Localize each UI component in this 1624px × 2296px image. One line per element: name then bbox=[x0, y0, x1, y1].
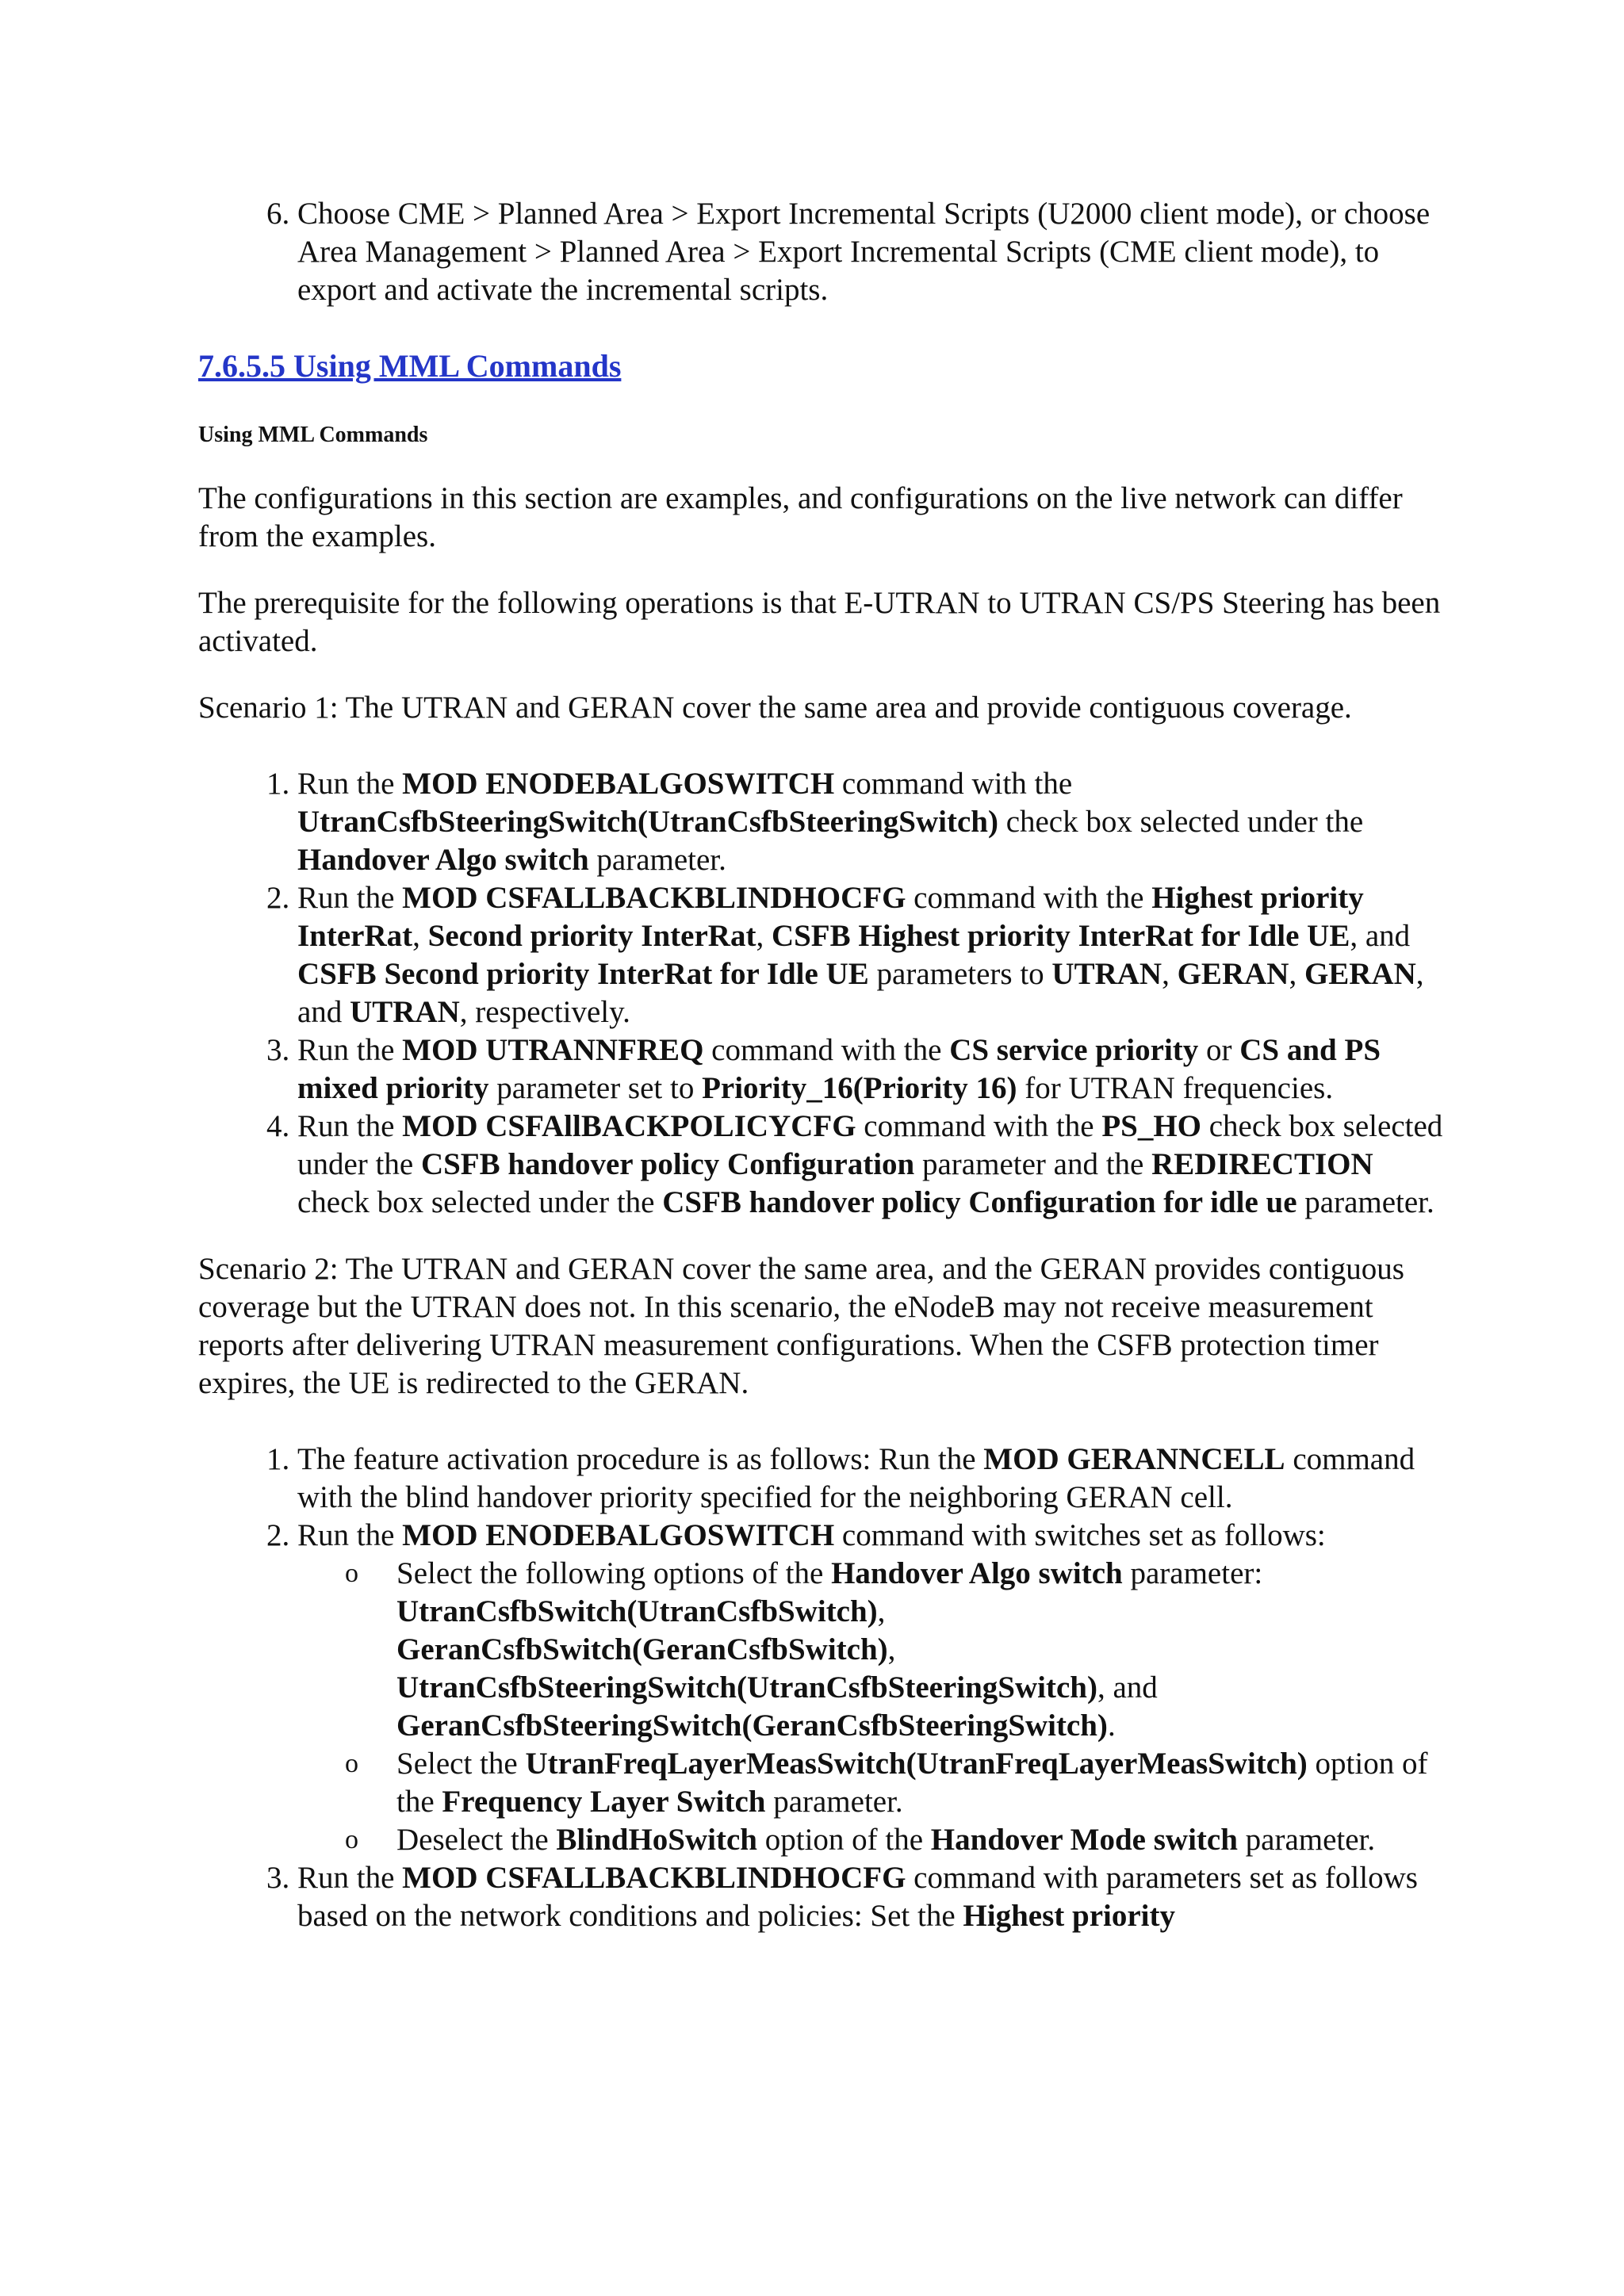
text-run: Run the bbox=[297, 1109, 403, 1143]
paragraph-examples-note: The configurations in this section are examples, and configurations on the live network can differ from the examples. bbox=[198, 481, 1403, 553]
text-run: command with switches set as follows: bbox=[834, 1518, 1326, 1552]
option-name: BlindHoSwitch bbox=[556, 1823, 757, 1857]
value-name: UTRAN bbox=[350, 995, 460, 1029]
scenario-1-steps bbox=[198, 765, 1443, 1222]
text-run: , bbox=[1162, 957, 1178, 991]
command-name: MOD ENODEBALGOSWITCH bbox=[402, 1518, 835, 1552]
switch-name: UtranCsfbSteeringSwitch(UtranCsfbSteeringSwitch) bbox=[396, 1670, 1097, 1705]
text-run: . bbox=[1107, 1709, 1116, 1743]
list-item bbox=[297, 195, 1443, 309]
text-run: , bbox=[1289, 957, 1304, 991]
scenario-2-description: Scenario 2: The UTRAN and GERAN cover the same area, and the GERAN provides contiguous coverage but the UTRAN does not. In this scenario, the eNodeB may not receive measurement reports after delivering UTRAN measurement configurations. When the CSFB protection timer expires, the UE is redirected to the GERAN. bbox=[198, 1252, 1404, 1400]
list-item bbox=[297, 1108, 1443, 1222]
sub-list-item bbox=[297, 1821, 1443, 1859]
text-run: parameter set to bbox=[488, 1071, 703, 1105]
text-run: , bbox=[877, 1594, 886, 1628]
list-item bbox=[297, 1517, 1443, 1859]
text-run: , and bbox=[1097, 1670, 1158, 1705]
command-name: MOD UTRANNFREQ bbox=[402, 1033, 704, 1067]
section-heading-link[interactable]: 7.6.5.5 Using MML Commands bbox=[198, 348, 622, 384]
text-run: parameter. bbox=[1237, 1823, 1376, 1857]
text-run: command with the blind handover priority specified for the neighboring GERAN cell. bbox=[297, 1442, 1415, 1514]
parameter-name: CSFB handover policy Configuration bbox=[420, 1147, 915, 1181]
text-run: parameter and the bbox=[914, 1147, 1152, 1181]
text-run: Run the bbox=[297, 1033, 403, 1067]
switch-name: GeranCsfbSwitch(GeranCsfbSwitch) bbox=[396, 1632, 888, 1667]
switch-name: GeranCsfbSteeringSwitch(GeranCsfbSteeringSwitch) bbox=[396, 1709, 1108, 1743]
text-run: parameters to bbox=[868, 957, 1052, 991]
text-run: Select the bbox=[396, 1747, 526, 1781]
parameter-name: CSFB Highest priority InterRat for Idle UE bbox=[771, 919, 1350, 953]
value-name: GERAN bbox=[1304, 957, 1416, 991]
command-name: MOD CSFAllBACKPOLICYCFG bbox=[402, 1109, 856, 1143]
text-run: , bbox=[756, 919, 772, 953]
text-run: Run the bbox=[297, 1518, 403, 1552]
text-run: command with parameters set as follows based on the network conditions and policies: Set the bbox=[297, 1861, 1418, 1933]
text-run: Select the following options of the bbox=[396, 1556, 832, 1590]
paragraph-prerequisite: The prerequisite for the following operations is that E-UTRAN to UTRAN CS/PS Steering has been activated. bbox=[198, 586, 1441, 658]
text-run: command with the bbox=[703, 1033, 950, 1067]
parameter-name: Second priority InterRat bbox=[427, 919, 756, 953]
text-run: parameter. bbox=[588, 843, 726, 877]
text-run: Run the bbox=[297, 881, 403, 915]
command-name: MOD CSFALLBACKBLINDHOCFG bbox=[402, 1861, 906, 1895]
bullet-marker: o bbox=[345, 1825, 358, 1854]
text-run: command with the bbox=[856, 1109, 1102, 1143]
parameter-name: CSFB Second priority InterRat for Idle UE bbox=[297, 957, 869, 991]
text-run: parameter. bbox=[765, 1785, 903, 1819]
text-run: parameter. bbox=[1297, 1185, 1434, 1219]
text-run: , bbox=[412, 919, 428, 953]
text-run: , respectively. bbox=[459, 995, 630, 1029]
parameter-name: Highest priority bbox=[963, 1899, 1175, 1933]
text-run: , and bbox=[297, 957, 1424, 1029]
value-name: Priority_16(Priority 16) bbox=[702, 1071, 1017, 1105]
text-run: option of the bbox=[756, 1823, 931, 1857]
step-text: Choose CME > Planned Area > Export Incremental Scripts (U2000 client mode), or choose Area Management > Planned Area > Export Incremental Scripts (CME client mode), to export and activate the incremental scripts. bbox=[297, 197, 1431, 307]
option-name: REDIRECTION bbox=[1151, 1147, 1373, 1181]
parameter-name: Highest priority InterRat bbox=[297, 881, 1364, 953]
command-name: MOD ENODEBALGOSWITCH bbox=[402, 767, 835, 801]
text-run: The feature activation procedure is as follows: Run the bbox=[297, 1442, 984, 1476]
document-page bbox=[198, 195, 1443, 1935]
text-run: for UTRAN frequencies. bbox=[1017, 1071, 1334, 1105]
switch-name: UtranFreqLayerMeasSwitch(UtranFreqLayerMeasSwitch) bbox=[525, 1747, 1308, 1781]
text-run: check box selected under the bbox=[998, 805, 1364, 839]
parameter-name: Frequency Layer Switch bbox=[442, 1785, 766, 1819]
text-run: check box selected under the bbox=[297, 1109, 1443, 1181]
section-subheading: Using MML Commands bbox=[198, 423, 428, 447]
switch-name: UtranCsfbSteeringSwitch(UtranCsfbSteeringSwitch) bbox=[297, 805, 998, 839]
parameter-name: CSFB handover policy Configuration for idle ue bbox=[662, 1185, 1297, 1219]
parameter-name: Handover Algo switch bbox=[297, 843, 589, 877]
text-run: Deselect the bbox=[396, 1823, 557, 1857]
text-run: , and bbox=[1350, 919, 1411, 953]
list-item bbox=[297, 765, 1443, 879]
list-item bbox=[297, 879, 1443, 1031]
text-run: Run the bbox=[297, 1861, 403, 1895]
text-run: command with the bbox=[906, 881, 1152, 915]
text-run: , bbox=[887, 1632, 896, 1667]
command-name: MOD CSFALLBACKBLINDHOCFG bbox=[402, 881, 906, 915]
parameter-name: CS and PS mixed priority bbox=[297, 1033, 1381, 1105]
sub-list-item bbox=[297, 1745, 1443, 1821]
switch-options-list bbox=[297, 1555, 1443, 1859]
text-run: command with the bbox=[834, 767, 1073, 801]
bullet-marker: o bbox=[345, 1559, 358, 1588]
text-run: option of the bbox=[396, 1747, 1428, 1819]
parameter-name: CS service priority bbox=[949, 1033, 1199, 1067]
export-steps-list bbox=[198, 195, 1443, 309]
text-run: Run the bbox=[297, 767, 403, 801]
value-name: UTRAN bbox=[1051, 957, 1162, 991]
list-item bbox=[297, 1031, 1443, 1108]
text-run: check box selected under the bbox=[297, 1185, 663, 1219]
list-item bbox=[297, 1859, 1443, 1935]
option-name: PS_HO bbox=[1101, 1109, 1201, 1143]
list-item bbox=[297, 1441, 1443, 1517]
command-name: MOD GERANNCELL bbox=[983, 1442, 1285, 1476]
sub-list-item bbox=[297, 1555, 1443, 1745]
text-run: or bbox=[1198, 1033, 1240, 1067]
parameter-name: Handover Mode switch bbox=[930, 1823, 1238, 1857]
scenario-1-description: Scenario 1: The UTRAN and GERAN cover the same area and provide contiguous coverage. bbox=[198, 691, 1352, 725]
value-name: GERAN bbox=[1177, 957, 1289, 991]
bullet-marker: o bbox=[345, 1749, 358, 1778]
switch-name: UtranCsfbSwitch(UtranCsfbSwitch) bbox=[396, 1594, 878, 1628]
scenario-2-steps bbox=[198, 1441, 1443, 1935]
text-run: parameter: bbox=[1122, 1556, 1263, 1590]
parameter-name: Handover Algo switch bbox=[831, 1556, 1123, 1590]
